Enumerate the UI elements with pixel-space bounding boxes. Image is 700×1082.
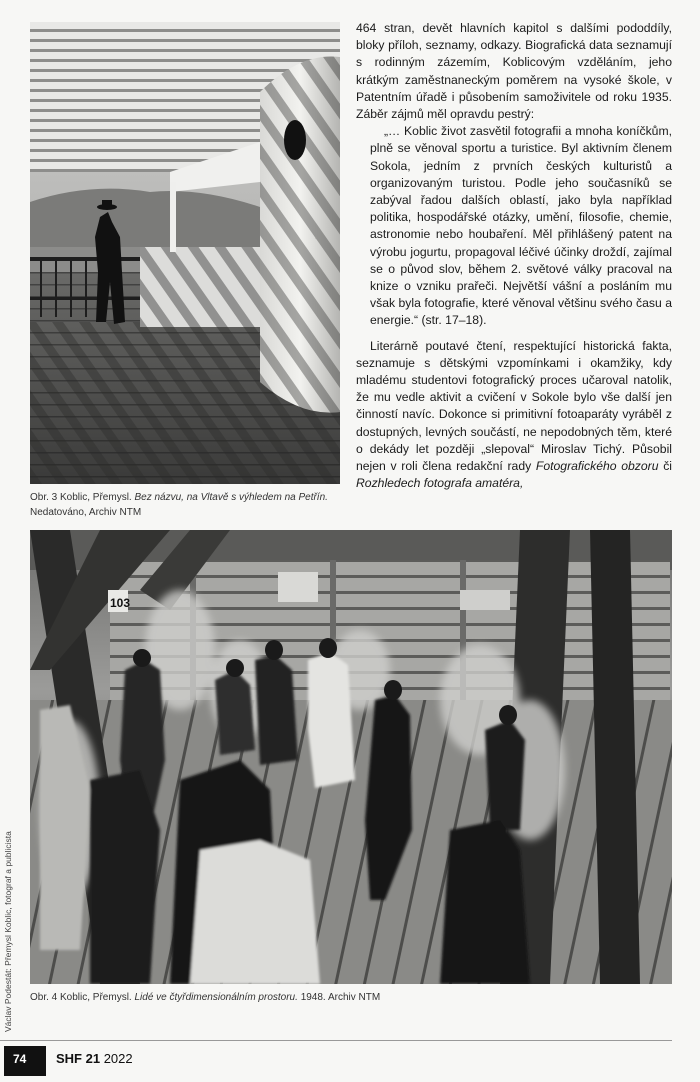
footer-rule: [0, 1040, 672, 1041]
article-paragraph-1: 464 stran, devět hlavních kapitol s dalšími pododdíly, bloky příloh, seznamy, odkazy. Biografická data seznamují s rodinným zázemím, Koblicovým vzděláním, jeho krátkým zaměstnaneckým poměrem na vysoké škole, v Patentním úřadě i působením samoživitele od roku 1935. Záběr zájmů měl opravdu pestrý:: [356, 21, 672, 122]
photo4-caption-suffix: 1948. Archiv NTM: [300, 992, 381, 1003]
photo3-caption: [30, 490, 345, 520]
photo3-caption-suffix: Nedatováno, Archiv NTM: [30, 507, 142, 518]
page-number: 74: [13, 1052, 27, 1066]
photo4-caption-prefix: Obr. 4 Koblic, Přemysl.: [30, 992, 132, 1003]
article-paragraph-3-text: Literárně poutavé čtení, respektující historická fakta, seznamuje s dětskými vzpomínkami i okamžiky, kdy mladému studentovi fotografický proces učaroval natolik, že mu vedle aktivit a cvičení v Sokole bylo vše další jen činností navíc. Dokonce si primitivní fotoaparáty vyráběl z dostupných, levných součástí, ne nepodobných těm, které o dekády let později „slepoval“ Miroslav Tichý. Působil nejen v roli člena redakční rady: [356, 338, 672, 474]
photo3-caption-prefix: Obr. 3 Koblic, Přemysl.: [30, 492, 132, 503]
article-text: [356, 20, 672, 492]
photo4-caption: [30, 990, 670, 1005]
page-footer: [0, 1046, 300, 1080]
side-credit: Václav Podestát: Přemysl Koblic, fotograf a publicista: [3, 831, 13, 1032]
journal-issue: [56, 1051, 133, 1066]
journal-title-obzor: Fotografického obzoru: [535, 459, 659, 474]
photo4-sign-number: 103: [110, 596, 131, 610]
photo3-caption-title: Bez názvu, na Vltavě s výhledem na Petřín.: [134, 492, 328, 503]
article-paragraph-3: [356, 338, 672, 493]
photo4-caption-title: Lidé ve čtyřdimensionálním prostoru.: [134, 992, 298, 1003]
journal-title-rozhledy: Rozhledech fotografa amatéra,: [356, 476, 524, 491]
article-quote: „… Koblic život zasvětil fotografii a mnoha koníčkům, plně se věnoval sportu a turistice. Byl aktivním členem Sokola, jedním z prvních českých kulturistů a organizovaným turistou. Podle jeho současníků se zabýval řadou dalších oblastí, jako byla například politika, hospodářské otázky, umění, filosofie, chemie, astronomie nebo houbaření. Měl přihlášený patent na výrobu jogurtu, propagoval léčivé účinky droždí, zajímal se o původ slov, během 2. světové války pracoval na knize o vzniku prařeči. Největší vášní a posláním mu však byla fotografie, které věnoval většinu svého času a energie.“ (str. 17–18).: [370, 124, 672, 328]
journal-name: SHF 21: [56, 1051, 101, 1066]
page-badge: [4, 1046, 46, 1076]
photo-ferry-deck: [30, 22, 340, 484]
photo-crowd-deck: [30, 530, 672, 984]
journal-year: 2022: [103, 1051, 133, 1066]
article-paragraph-3-conj: či: [663, 459, 673, 474]
